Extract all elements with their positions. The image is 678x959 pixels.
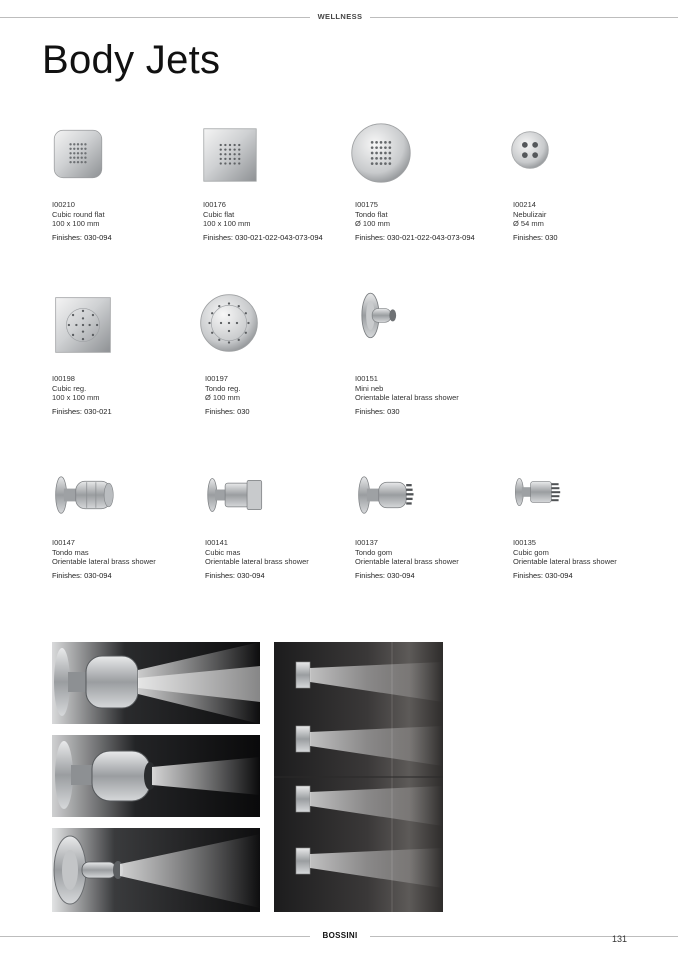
product-finishes: Finishes: 030-021-022-043-073-094 bbox=[355, 232, 475, 242]
product-code: I00151 bbox=[355, 374, 378, 383]
cubic-flat-jet-icon bbox=[203, 128, 257, 182]
product-meta bbox=[205, 538, 365, 580]
product-finishes: Finishes: 030-021 bbox=[52, 406, 112, 416]
mini-neb-jet-icon bbox=[355, 288, 415, 348]
product-size: Orientable lateral brass shower bbox=[513, 557, 617, 566]
product-name: Cubic gom bbox=[513, 547, 549, 557]
product-name: Tondo reg. bbox=[205, 383, 241, 393]
product-name: Cubic mas bbox=[205, 547, 241, 557]
tondo-flat-jet-icon bbox=[350, 122, 412, 184]
brand-logo: BOSSINI bbox=[322, 931, 358, 940]
product-name: Cubic flat bbox=[203, 209, 235, 219]
product-finishes: Finishes: 030-094 bbox=[513, 570, 573, 580]
product-meta bbox=[205, 374, 365, 416]
jet-spray-photo-1 bbox=[52, 642, 260, 724]
product-code: I00137 bbox=[355, 538, 378, 547]
product-code: I00197 bbox=[205, 374, 228, 383]
product-size: 100 x 100 mm bbox=[203, 219, 251, 228]
jet-spray-photo-3 bbox=[52, 828, 260, 912]
cubic-reg-jet-icon bbox=[54, 296, 112, 354]
wall-jets-spray-photo bbox=[274, 642, 443, 912]
product-name: Cubic round flat bbox=[52, 209, 105, 219]
product-name: Tondo flat bbox=[355, 209, 388, 219]
nebulizair-jet-icon bbox=[510, 130, 550, 170]
tondo-gom-jet-icon bbox=[355, 472, 419, 518]
page-number: 131 bbox=[612, 934, 628, 944]
product-meta bbox=[203, 200, 363, 242]
cubic-round-flat-jet-icon bbox=[52, 128, 104, 180]
product-finishes: Finishes: 030 bbox=[355, 406, 400, 416]
tondo-mas-jet-icon bbox=[52, 472, 116, 518]
product-finishes: Finishes: 030-094 bbox=[205, 570, 265, 580]
product-size: Orientable lateral brass shower bbox=[355, 557, 459, 566]
product-finishes: Finishes: 030 bbox=[513, 232, 558, 242]
jet-spray-photo-2 bbox=[52, 735, 260, 817]
product-finishes: Finishes: 030-094 bbox=[52, 570, 112, 580]
product-code: I00141 bbox=[205, 538, 228, 547]
cubic-gom-jet-icon bbox=[513, 472, 569, 512]
product-size: Ø 54 mm bbox=[513, 219, 544, 228]
header-rule-left bbox=[0, 17, 310, 18]
tondo-reg-jet-icon bbox=[198, 292, 260, 354]
product-size: Orientable lateral brass shower bbox=[205, 557, 309, 566]
product-code: I00214 bbox=[513, 200, 536, 209]
product-name: Nebulizair bbox=[513, 209, 547, 219]
product-code: I00198 bbox=[52, 374, 75, 383]
product-size: Orientable lateral brass shower bbox=[355, 393, 459, 402]
product-finishes: Finishes: 030-094 bbox=[52, 232, 112, 242]
product-code: I00176 bbox=[203, 200, 226, 209]
product-size: 100 x 100 mm bbox=[52, 219, 100, 228]
product-code: I00147 bbox=[52, 538, 75, 547]
page-title: Body Jets bbox=[42, 38, 221, 82]
section-label: WELLNESS bbox=[317, 12, 363, 21]
product-finishes: Finishes: 030-094 bbox=[355, 570, 415, 580]
product-size: Ø 100 mm bbox=[205, 393, 241, 402]
product-name: Cubic reg. bbox=[52, 383, 87, 393]
product-name: Tondo gom bbox=[355, 547, 393, 557]
product-meta bbox=[52, 374, 212, 416]
product-size: Orientable lateral brass shower bbox=[52, 557, 156, 566]
product-name: Tondo mas bbox=[52, 547, 89, 557]
product-size: Ø 100 mm bbox=[355, 219, 391, 228]
header-rule-right bbox=[370, 17, 678, 18]
product-meta bbox=[513, 538, 673, 580]
product-finishes: Finishes: 030-021-022-043-073-094 bbox=[203, 232, 323, 242]
product-meta bbox=[52, 200, 212, 242]
product-code: I00135 bbox=[513, 538, 536, 547]
product-code: I00210 bbox=[52, 200, 75, 209]
product-meta bbox=[355, 538, 515, 580]
footer-rule-right bbox=[370, 936, 678, 937]
product-finishes: Finishes: 030 bbox=[205, 406, 250, 416]
product-meta bbox=[513, 200, 673, 242]
footer-rule-left bbox=[0, 936, 310, 937]
cubic-mas-jet-icon bbox=[205, 472, 269, 518]
product-meta bbox=[52, 538, 212, 580]
product-size: 100 x 100 mm bbox=[52, 393, 100, 402]
product-meta bbox=[355, 374, 515, 416]
product-meta bbox=[355, 200, 515, 242]
product-code: I00175 bbox=[355, 200, 378, 209]
product-name: Mini neb bbox=[355, 383, 384, 393]
